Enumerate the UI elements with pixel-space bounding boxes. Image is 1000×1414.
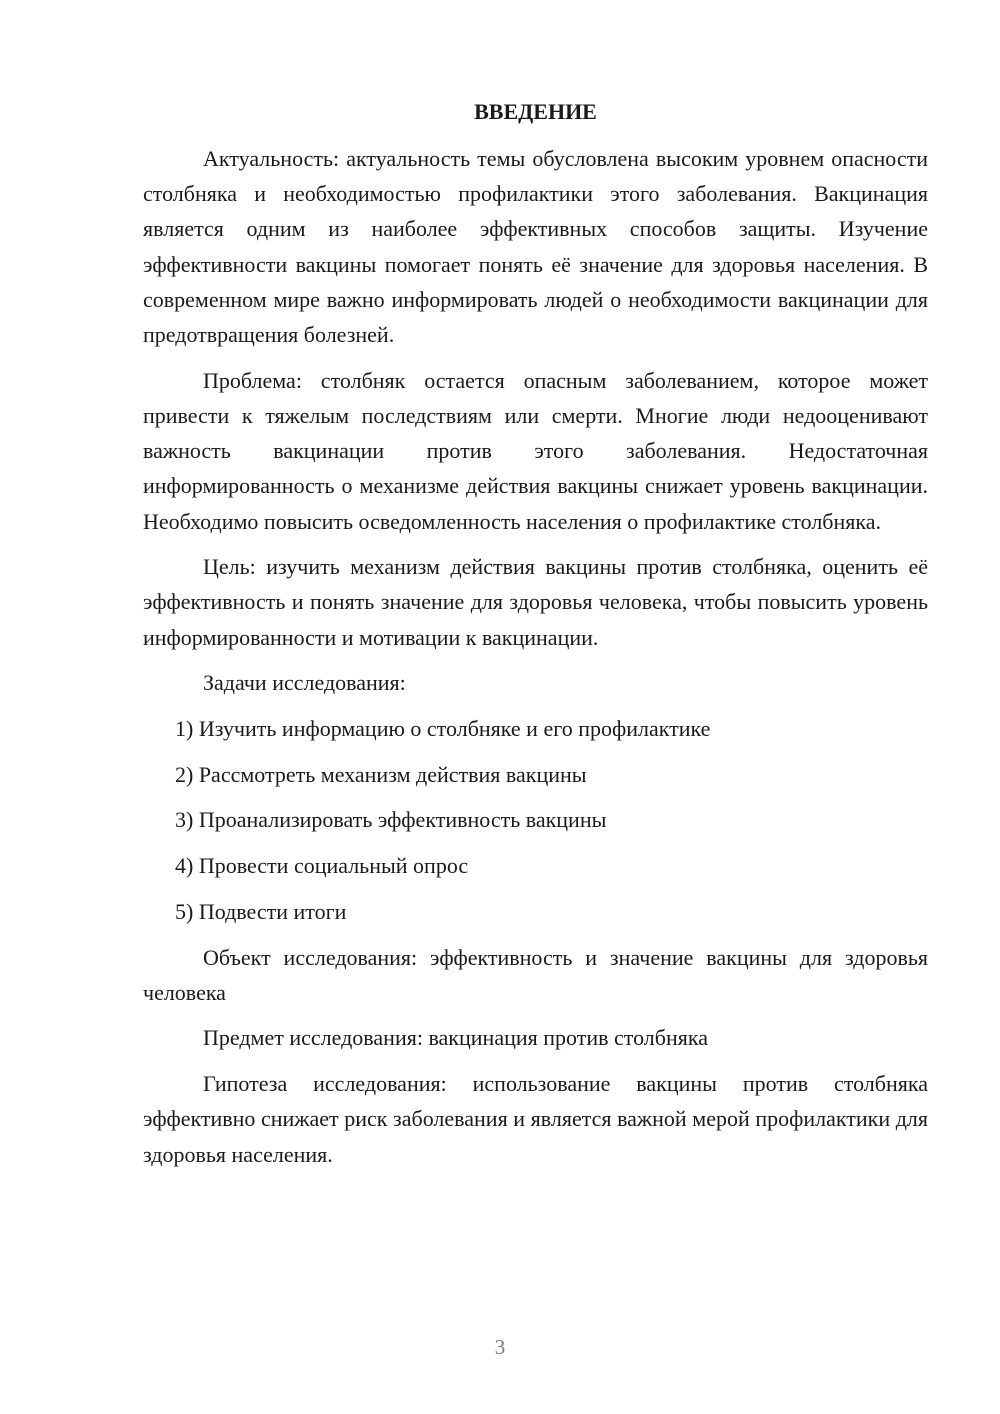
list-item: 3) Проанализировать эффективность вакцины (175, 807, 607, 833)
tasks-heading: Задачи исследования: (203, 670, 406, 696)
page-number: 3 (494, 1335, 506, 1359)
paragraph-problem: Проблема: столбняк остается опасным заболеванием, которое может привести к тяжелым последствиям или смерти. Многие люди недооценивают важность вакцинации против этого заболевания. Недостаточная информированность о механизме действия вакцины снижает уровень вакцинации. Необходимо повысить осведомленность населения о профилактике столбняка. (143, 367, 928, 534)
document-body (143, 141, 928, 1182)
paragraph-object: Объект исследования: эффективность и значение вакцины для здоровья человека (143, 944, 928, 1005)
page-title: ВВЕДЕНИЕ (474, 99, 597, 124)
list-item: 2) Рассмотреть механизм действия вакцины (175, 761, 587, 787)
list-item: 4) Провести социальный опрос (175, 853, 469, 879)
paragraph-subject: Предмет исследования: вакцинация против столбняка (203, 1025, 708, 1051)
list-item: 5) Подвести итоги (175, 898, 347, 924)
tasks-list (143, 711, 928, 929)
paragraph-goal: Цель: изучить механизм действия вакцины против столбняка, оценить её эффективность и понять значение для здоровья человека, чтобы повысить уровень информированности и мотивации к вакцинации. (143, 554, 928, 650)
paragraph-hypothesis: Гипотеза исследования: использование вакцины против столбняка эффективно снижает риск заболевания и является важной мерой профилактики для здоровья населения. (143, 1071, 928, 1167)
paragraph-relevance: Актуальность: актуальность темы обусловлена высоким уровнем опасности столбняка и необходимостью профилактики этого заболевания. Вакцинация является одним из наиболее эффективных способов защиты. Изучение эффективности вакцины помогает понять её значение для здоровья населения. В современном мире важно информировать людей о необходимости вакцинации для предотвращения болезней. (143, 146, 928, 348)
list-item: 1) Изучить информацию о столбняке и его профилактике (175, 716, 711, 742)
